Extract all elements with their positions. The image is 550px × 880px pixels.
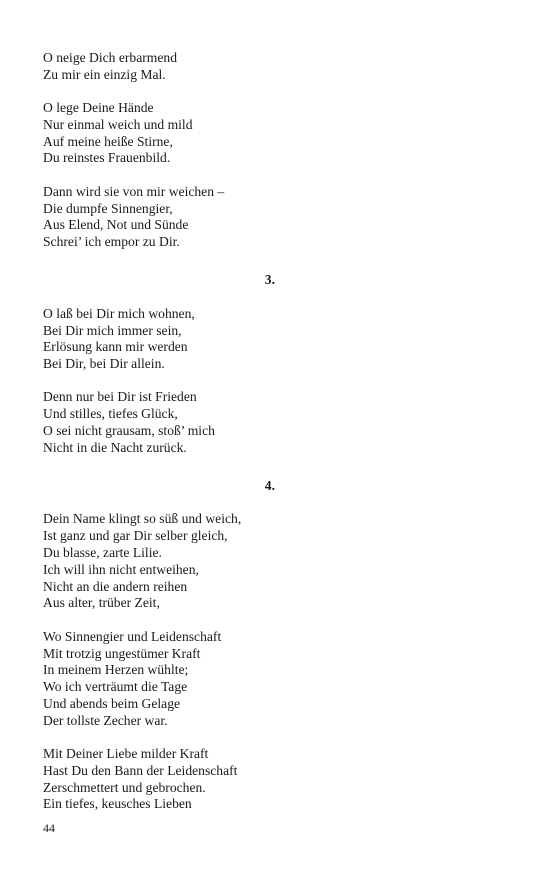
section-number: 3.	[264, 271, 275, 287]
verse-line: Mit Deiner Liebe milder Kraft	[43, 746, 209, 761]
verse-line: Die dumpfe Sinnengier,	[43, 200, 173, 216]
stanza	[43, 184, 275, 251]
stanza	[43, 306, 275, 373]
page-number: 44	[43, 821, 55, 835]
verse-line: Auf meine heiße Stirne,	[43, 133, 173, 149]
verse-line: Schrei’ ich empor zu Dir.	[43, 234, 180, 250]
stanza	[43, 50, 275, 84]
verse-line: Dein Name klingt so süß und weich,	[43, 511, 242, 527]
verse-line: O sei nicht grausam, stoß’ mich	[43, 423, 215, 439]
verse-line: Bei Dir mich immer sein,	[43, 322, 182, 338]
verse-line: Ein tiefes, keusches Lieben	[43, 796, 192, 812]
verse-line: O lege Deine Hände	[43, 100, 154, 116]
verse-line: Mit trotzig ungestümer Kraft	[43, 645, 201, 661]
verse-line: Bei Dir, bei Dir allein.	[43, 356, 165, 372]
verse-line: Zerschmettert und gebrochen.	[43, 779, 206, 795]
verse-line: In meinem Herzen wühlte;	[43, 662, 189, 678]
verse-line: Zu mir ein einzig Mal.	[43, 66, 166, 82]
verse-line: Denn nur bei Dir ist Frieden	[43, 389, 197, 405]
verse-line: Du reinstes Frauenbild.	[43, 150, 171, 166]
stanza	[43, 389, 275, 456]
verse-line: Nicht in die Nacht zurück.	[43, 439, 187, 455]
verse-line: Erlösung kann mir werden	[43, 339, 188, 355]
verse-line: Nur einmal weich und mild	[43, 116, 193, 132]
verse-line: Ich will ihn nicht entweihen,	[43, 561, 199, 577]
verse-line: Hast Du den Bann der Leidenschaft	[43, 762, 238, 778]
stanza	[43, 511, 275, 612]
verse-line: Dann wird sie von mir weichen –	[43, 183, 225, 199]
verse-line: Aus alter, trüber Zeit,	[43, 595, 160, 611]
verse-line: Nicht an die andern reihen	[43, 578, 188, 594]
verse-line: Du blasse, zarte Lilie.	[43, 545, 162, 561]
verse-line: Ist ganz und gar Dir selber gleich,	[43, 528, 228, 544]
verse-line: Wo Sinnengier und Leidenschaft	[43, 628, 222, 644]
verse-line: Aus Elend, Not und Sünde	[43, 217, 189, 233]
verse-line: Und stilles, tiefes Glück,	[43, 406, 178, 422]
verse-line: O laß bei Dir mich wohnen,	[43, 305, 195, 321]
stanza	[43, 746, 275, 813]
poem-page	[43, 50, 275, 830]
verse-line: Und abends beim Gelage	[43, 695, 181, 711]
verse-line: O neige Dich erbarmend	[43, 50, 177, 65]
stanza	[43, 629, 275, 730]
section-number: 4.	[264, 477, 275, 493]
verse-line: Der tollste Zecher war.	[43, 712, 168, 728]
verse-line: Wo ich verträumt die Tage	[43, 679, 188, 695]
stanza	[43, 100, 275, 167]
